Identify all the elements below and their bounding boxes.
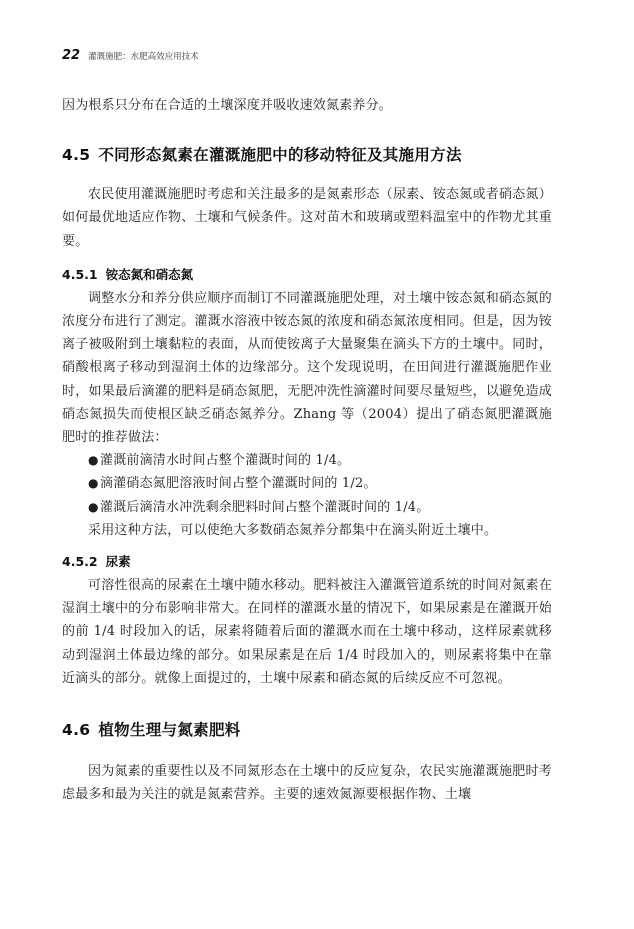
subsection-4-5-1-paragraph: 调整水分和养分供应顺序而制订不同灌溉施肥处理，对土壤中铵态氮和硝态氮的浓度分布进行了测定。灌溉水溶液中铵态氮的浓度和硝态氮浓度相同。但是，因为铵离子被吸附到土壤黏粒的表面，从而使铵离子大量聚集在滴头下方的土壤中。同时，硝酸根离子移动到湿润土体的边缘部分。这个发现说明，在田间进行灌溉施肥作业时，如果最后滴灌的肥料是硝态氮肥，无肥冲洗性滴灌时间要尽量短些，以避免造成硝态氮损失而使根区缺乏硝态氮养分。Zhang 等（2004）提出了硝态氮肥灌溉施肥时的推荐做法：: [62, 290, 552, 446]
section-heading-4-5: [62, 143, 552, 165]
subsection-title: 尿素: [105, 554, 131, 570]
list-item-text: 灌溉前滴清水时间占整个灌溉时间的 1/4。: [100, 453, 351, 469]
subsection-4-5-1-closing: 采用这种方法，可以使绝大多数硝态氮养分都集中在滴头附近土壤中。: [88, 522, 498, 538]
list-item: [88, 472, 552, 495]
list-item-text: 滴灌硝态氮肥溶液时间占整个灌溉时间的 1/2。: [100, 476, 377, 492]
intro-paragraph: 因为根系只分布在合适的土壤深度并吸收速效氮素养分。: [62, 98, 393, 113]
section-number: 4.6: [62, 721, 91, 740]
subsection-4-5-2-paragraph: 可溶性很高的尿素在土壤中随水移动。肥料被注入灌溉管道系统的时间对氮素在湿润土壤中的分布影响非常大。在同样的灌溉水量的情况下，如果尿素是在灌溉开始的前 1/4 时段加入的话，尿素将随着后面的灌溉水而在土壤中移动，这样尿素就移动到湿润土体最边缘的部分。如果尿素是在后 1/4 时段加入的，则尿素将集中在靠近滴头的部分。就像上面提过的，土壤中尿素和硝态氮的后续反应不可忽视。: [62, 578, 552, 686]
section-title: 不同形态氮素在灌溉施肥中的移动特征及其施用方法: [98, 146, 462, 165]
section-title: 植物生理与氮素肥料: [98, 721, 241, 740]
section-4-6-paragraph: 因为氮素的重要性以及不同氮形态在土壤中的反应复杂，农民实施灌溉施肥时考虑最多和最为关注的就是氮素营养。主要的速效氮源要根据作物、土壤: [62, 764, 552, 803]
page-number: 22: [62, 48, 81, 63]
recommendation-list: [62, 449, 552, 519]
bullet-icon: ●: [88, 476, 99, 491]
section-4-5-paragraph: 农民使用灌溉施肥时考虑和关注最多的是氮素形态（尿素、铵态氮或者硝态氮）如何最优地适应作物、土壤和气候条件。这对苗木和玻璃或塑料温室中的作物尤其重要。: [62, 187, 552, 249]
running-header: [62, 48, 199, 66]
bullet-icon: ●: [88, 499, 99, 514]
subsection-number: 4.5.1: [62, 266, 98, 282]
subsection-number: 4.5.2: [62, 554, 98, 570]
book-title: 灌溉施肥：水肥高效应用技术: [88, 52, 199, 62]
subsection-title: 铵态氮和硝态氮: [105, 266, 194, 282]
section-heading-4-6: [62, 718, 552, 740]
bullet-icon: ●: [88, 453, 99, 468]
list-item-text: 灌溉后滴清水冲洗剩余肥料时间占整个灌溉时间的 1/4。: [100, 499, 430, 515]
list-item: [88, 449, 552, 472]
section-number: 4.5: [62, 146, 91, 165]
list-item: [88, 496, 552, 519]
subsection-heading-4-5-1: [62, 265, 552, 283]
page-body: [62, 94, 552, 806]
subsection-heading-4-5-2: [62, 552, 552, 570]
